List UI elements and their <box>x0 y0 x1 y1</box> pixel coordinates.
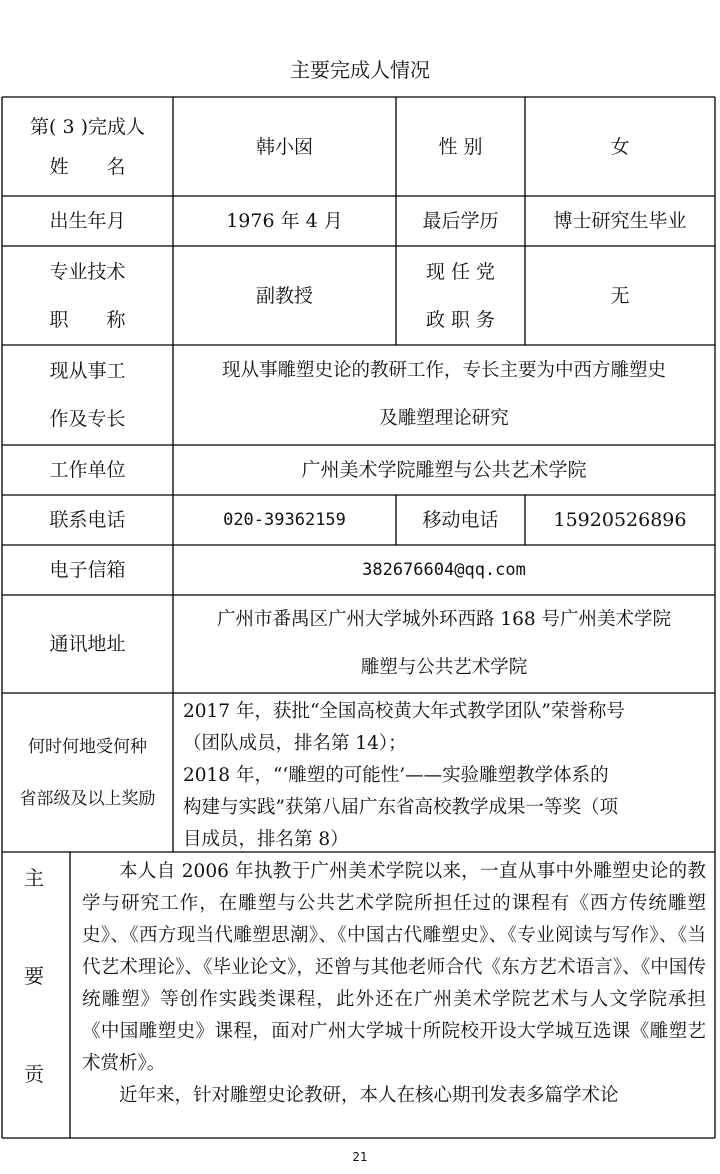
name-value: 韩小囡 <box>255 135 313 158</box>
mobile-value: 15920526896 <box>553 509 687 531</box>
contribution-text <box>76 856 712 1138</box>
mobile-label: 移动电话 <box>422 509 499 531</box>
contribution-side-char: 要 <box>24 964 44 988</box>
contribution-paragraph: 本人自 2006 年执教于广州美术学院以来，一直从事中外雕塑史论的教学与研究工作，在雕塑与公共艺术学院所担任过的课程有《西方传统雕塑史》、《西方现当代雕塑思潮》、《中国古代雕塑史》、《专业阅读与写作》、《当代艺术理论》、《毕业论文》，还曾与其他老师合代《东方艺术语言》、《中国传统雕塑》等创作实践类课程，此外还在广州美术学院艺术与人文学院承担《中国雕塑史》课程，面对广州大学城十所院校开设大学城互选课《雕塑艺术赏析》。 <box>82 861 706 1074</box>
education-value: 博士研究生毕业 <box>553 210 687 232</box>
address-value: 广州市番禺区广州大学城外环西路 168 号广州美术学院 雕塑与公共艺术学院 <box>216 609 672 678</box>
party-post-value: 无 <box>610 284 630 307</box>
gender-label: 性 别 <box>438 135 483 158</box>
awards-value <box>173 696 715 852</box>
name-label: 姓 名 <box>49 155 126 178</box>
contribution-side-char: 贡 <box>24 1062 44 1086</box>
completer-name-label-cell <box>2 97 173 196</box>
professional-title-label: 专业技术 职 称 <box>49 260 126 331</box>
award-line: 目成员，排名第 8） <box>183 829 349 850</box>
page-number: 21 <box>352 1150 368 1164</box>
awards-label: 何时何地受何种 省部级及以上奖励 <box>19 736 156 809</box>
address-label: 通讯地址 <box>49 633 126 655</box>
phone-label: 联系电话 <box>49 509 126 531</box>
page-title: 主要完成人情况 <box>290 58 430 82</box>
birth-label: 出生年月 <box>49 210 126 232</box>
gender-value: 女 <box>610 135 630 158</box>
completer-rank-label: 第( 3 )完成人 <box>30 115 145 138</box>
award-line: 构建与实践”获第八届广东省高校教学成果一等奖（项 <box>183 797 618 818</box>
phone-value: 020-39362159 <box>223 510 346 530</box>
education-label: 最后学历 <box>422 210 499 232</box>
award-line: （团队成员，排名第 14）； <box>183 733 407 754</box>
award-line: 2017 年，获批“全国高校黄大年式教学团队”荣誉称号 <box>183 701 625 722</box>
birth-value: 1976 年 4 月 <box>226 210 343 232</box>
email-label: 电子信箱 <box>49 559 126 581</box>
contribution-paragraph: 近年来，针对雕塑史论教研，本人在核心期刊发表多篇学术论 <box>119 1085 619 1106</box>
workplace-value: 广州美术学院雕塑与公共艺术学院 <box>301 459 587 481</box>
work-specialty-value: 现从事雕塑史论的教研工作，专长主要为中西方雕塑史 及雕塑理论研究 <box>221 360 666 429</box>
professional-title-value: 副教授 <box>255 284 313 307</box>
contribution-side-char: 主 <box>24 866 44 890</box>
party-post-label: 现 任 党 政 职 务 <box>425 260 496 331</box>
work-specialty-label: 现从事工 作及专长 <box>49 360 126 430</box>
email-value: 382676604@qq.com <box>362 560 526 580</box>
award-line: 2018 年，“‘雕塑的可能性’——实验雕塑教学体系的 <box>183 765 609 786</box>
workplace-label: 工作单位 <box>49 459 126 481</box>
